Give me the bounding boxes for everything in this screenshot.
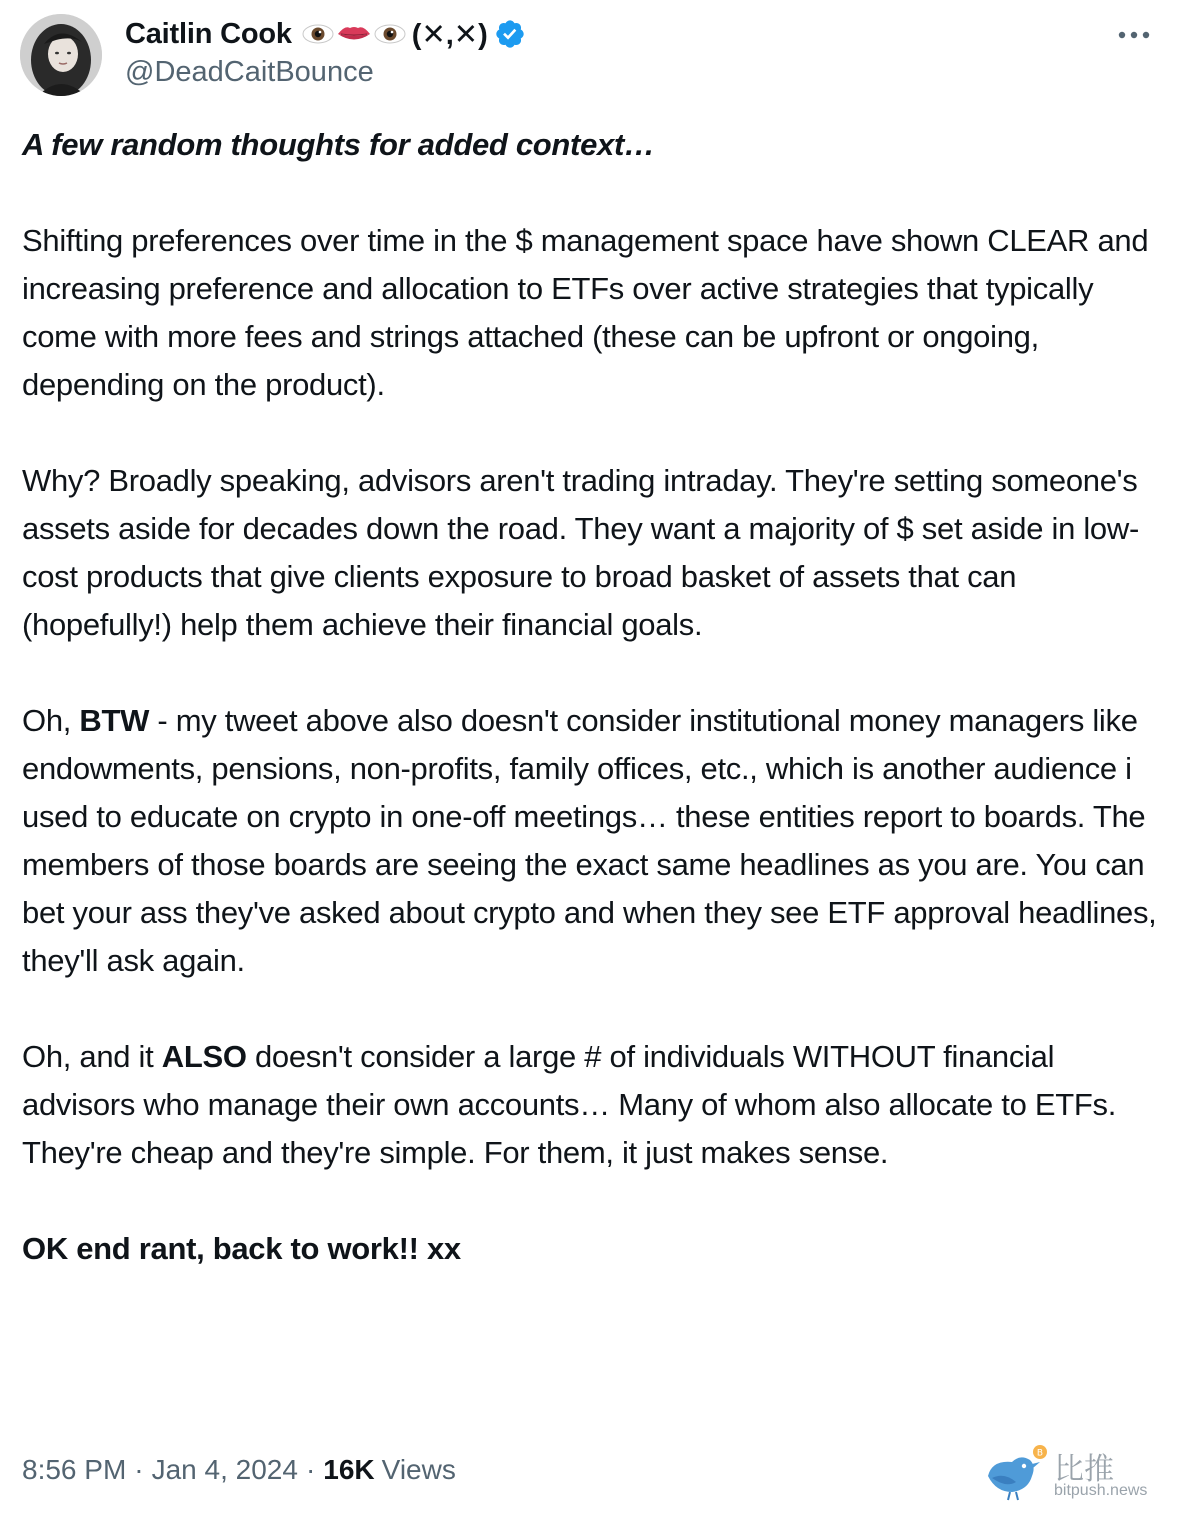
more-options-button[interactable] [1114, 20, 1154, 50]
p3-bold: BTW [79, 703, 150, 738]
verified-badge-icon[interactable] [494, 18, 526, 50]
p3-prefix: Oh, [22, 703, 80, 738]
svg-text:B: B [1036, 1448, 1044, 1459]
tweet-date[interactable]: Jan 4, 2024 [151, 1454, 298, 1485]
avatar-image [20, 14, 102, 96]
more-options-icon [1117, 30, 1151, 40]
p4-prefix: Oh, and it [22, 1039, 162, 1074]
p4-bold: ALSO [161, 1039, 247, 1074]
p4-rest: doesn't consider a large # of individuals WITHOUT financial advisors who manage their own accounts… Many of whom also allocate to ETFs. They're cheap and they're simple. For them, it just makes sense. [22, 1039, 1117, 1170]
views-label: Views [381, 1454, 456, 1485]
watermark-cn-text: 比推 [1054, 1452, 1114, 1487]
display-name[interactable]: Caitlin Cook [125, 17, 292, 50]
meta-separator: · [305, 1454, 316, 1485]
watermark-url: bitpush.news [1054, 1482, 1148, 1499]
eye-icon [302, 23, 334, 45]
p3-rest: - my tweet above also doesn't consider institutional money managers like endowments, pensions, non-profits, family offices, etc., which is another audience i used to educate on crypto in one-off meetings… these entities report to boards. The members of those boards are seeing the exact same headlines as you are. You can bet your ass they've asked about crypto and when they see ETF approval headlines, they'll ask again. [22, 703, 1157, 978]
name-emoji-group [302, 23, 406, 45]
tweet-paragraph-1: Shifting preferences over time in the $ management space have shown CLEAR and increasing preference and allocation to ETFs over active strategies that typically come with more fees and strings attached (these can be upfront or ongoing, depending on the product). [22, 223, 1149, 402]
lips-icon [336, 23, 372, 45]
tweet-paragraph-4 [22, 1033, 1162, 1177]
tweet-meta [22, 1448, 456, 1492]
tweet-text [22, 121, 1162, 1273]
tweet-paragraph-2: Why? Broadly speaking, advisors aren't trading intraday. They're setting someone's assets aside for decades down the road. They want a majority of $ set aside in low-cost products that give clients exposure to broad basket of assets that can (hopefully!) help them achieve their financial goals. [22, 463, 1139, 642]
tweet-intro: A few random thoughts for added context… [22, 127, 655, 162]
tweet-closing: OK end rant, back to work!! xx [22, 1231, 461, 1266]
eye-icon [374, 23, 406, 45]
bird-logo-icon [982, 1442, 1052, 1504]
watermark [982, 1440, 1172, 1510]
name-kaomoji: (✕,✕) [411, 18, 488, 51]
meta-separator: · [134, 1454, 144, 1485]
display-name-row [125, 14, 526, 54]
tweet-time[interactable]: 8:56 PM [22, 1454, 127, 1485]
author-handle[interactable]: @DeadCaitBounce [125, 56, 374, 88]
avatar[interactable] [20, 14, 102, 96]
views-count: 16K [323, 1454, 375, 1485]
tweet-paragraph-3 [22, 697, 1162, 985]
author-block [125, 14, 526, 89]
